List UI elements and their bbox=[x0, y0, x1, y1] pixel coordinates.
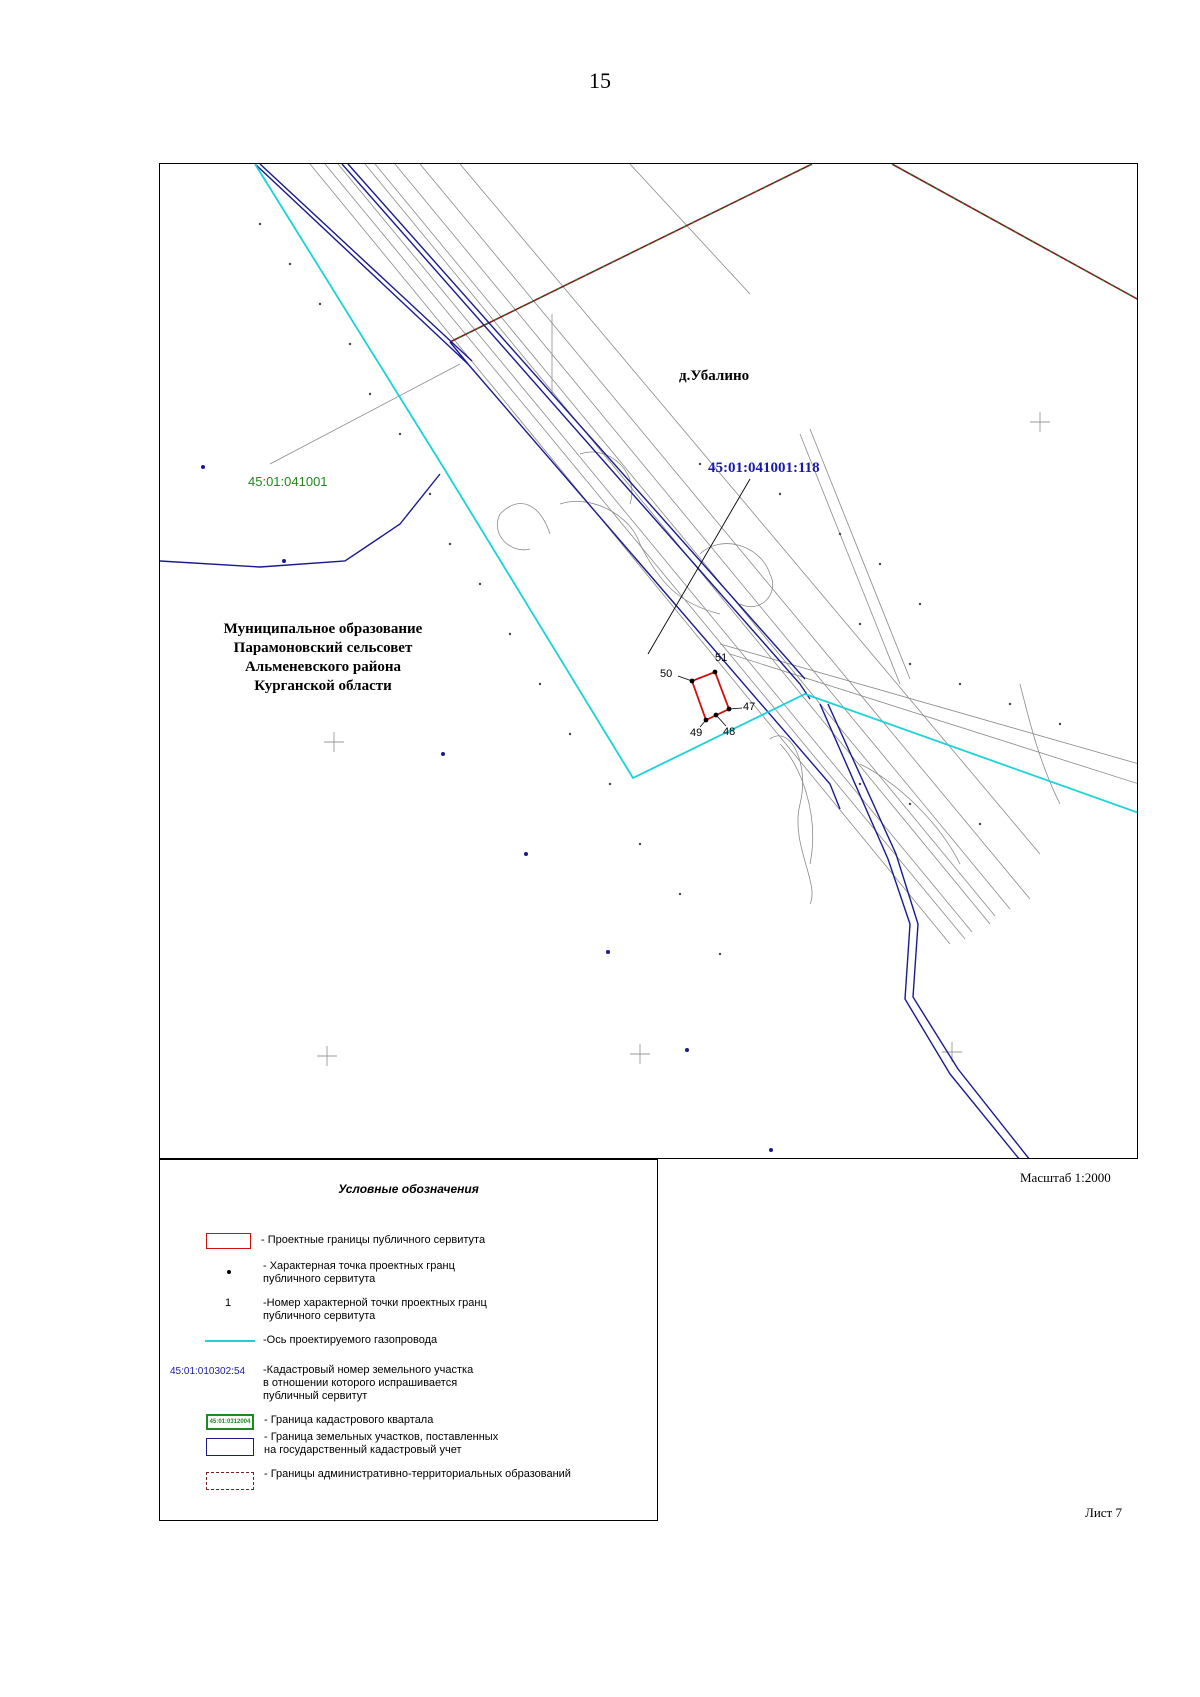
legend-text-quarter: - Граница кадастрового квартала bbox=[264, 1414, 434, 1426]
point-label-48: 48 bbox=[723, 726, 736, 738]
servitude-points bbox=[690, 670, 732, 723]
municipality-line-1: Муниципальное образование bbox=[223, 621, 423, 637]
legend-quarter-symbol: 45:01:0312004 bbox=[209, 1419, 251, 1425]
legend-text-servitude: - Проектные границы публичного сервитута bbox=[261, 1234, 486, 1246]
page-number: 15 bbox=[589, 68, 611, 93]
point-label-50: 50 bbox=[660, 668, 673, 680]
scale-label: Масштаб 1:2000 bbox=[1020, 1170, 1111, 1185]
servitude-boundary bbox=[692, 672, 729, 720]
cadastral-map[interactable] bbox=[159, 163, 1138, 1159]
legend-text-number: -Номер характерной точки проектных гранц публичного сервитута bbox=[263, 1297, 487, 1322]
survey-marks bbox=[259, 223, 1061, 955]
admin-boundary bbox=[450, 164, 1138, 342]
legend-cadastral-symbol: 45:01:010302:54 bbox=[170, 1366, 246, 1377]
gas-pipeline-axis bbox=[255, 164, 1138, 813]
legend-swatch-servitude bbox=[206, 1233, 251, 1249]
legend-point-symbol bbox=[227, 1270, 231, 1274]
parcel-number-label: 45:01:041001:118 bbox=[708, 460, 820, 476]
point-label-51: 51 bbox=[715, 652, 728, 664]
legend-title: Условные обозначения bbox=[338, 1182, 479, 1196]
municipality-line-4: Курганской области bbox=[254, 678, 392, 694]
cadastral-quarter-label: 45:01:041001 bbox=[248, 474, 328, 489]
legend-text-pipeline: -Ось проектируемого газопровода bbox=[263, 1334, 438, 1346]
legend-swatch-pipeline bbox=[205, 1340, 255, 1342]
legend-text-cadastral: -Кадастровый номер земельного участка в отношении которого испрашивается публичный сервитут bbox=[263, 1364, 474, 1402]
legend-swatch-quarter bbox=[206, 1414, 254, 1430]
parcel-leader-line bbox=[648, 479, 750, 654]
parcel-vertex-dots bbox=[201, 465, 773, 1152]
legend-text-admin: - Границы административно-территориальных образований bbox=[264, 1468, 571, 1480]
legend-text-parcels: - Граница земельных участков, поставленных на государственный кадастровый учет bbox=[264, 1431, 499, 1456]
municipality-label bbox=[160, 620, 486, 696]
legend-text-point: - Характерная точка проектных гранц публичного сервитута bbox=[263, 1260, 455, 1285]
point-label-49: 49 bbox=[690, 727, 703, 739]
point-label-47: 47 bbox=[743, 701, 756, 713]
topo-lines bbox=[270, 164, 1138, 944]
legend bbox=[159, 1159, 658, 1521]
sheet-label: Лист 7 bbox=[1085, 1505, 1122, 1520]
village-label: д.Убалино bbox=[679, 368, 750, 384]
legend-swatch-parcels bbox=[206, 1438, 254, 1456]
municipality-line-2: Парамоновский сельсовет bbox=[233, 640, 413, 656]
point-leaders bbox=[678, 676, 742, 727]
municipality-line-3: Альменевского района bbox=[244, 659, 402, 675]
legend-number-symbol: 1 bbox=[225, 1297, 232, 1309]
legend-swatch-admin bbox=[206, 1472, 254, 1490]
